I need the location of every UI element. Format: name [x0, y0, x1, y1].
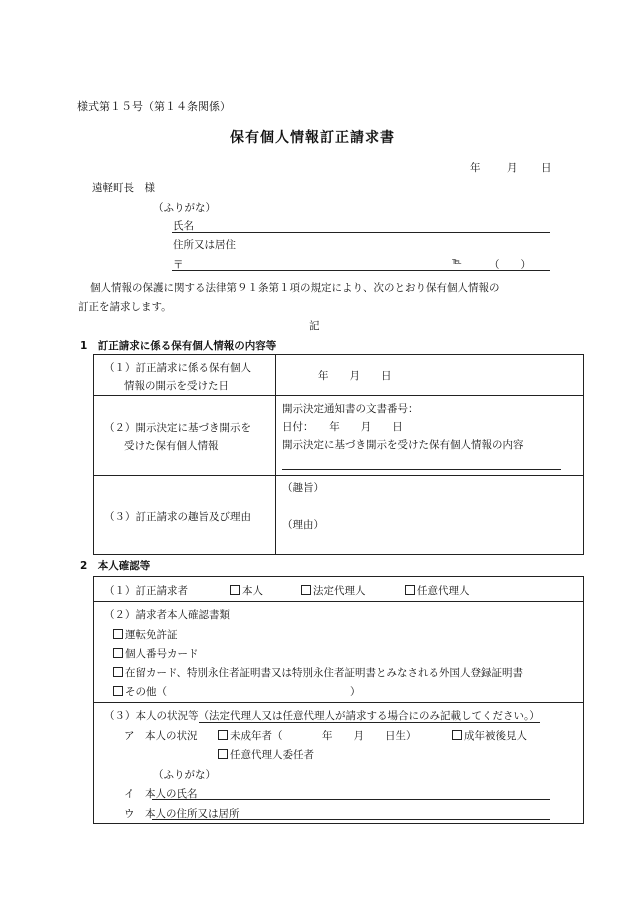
applicant-furigana: （ふりがな） — [153, 202, 216, 214]
tel-paren: （ ） — [489, 259, 531, 271]
s2-person-address-line[interactable] — [152, 819, 550, 820]
s2-doc-residence[interactable] — [113, 665, 523, 680]
s2-doc-mynumber-label: 個人番号カード — [125, 648, 199, 660]
s1-row2-content-line[interactable] — [282, 469, 561, 470]
s2-requester-self[interactable] — [230, 583, 263, 598]
s2-status-ward-label: 成年被後見人 — [464, 730, 527, 742]
checkbox-icon[interactable] — [113, 629, 123, 639]
date-month: 月 — [507, 162, 518, 174]
s2-doc-mynumber[interactable] — [113, 646, 199, 661]
s1-row2-content[interactable]: 開示決定に基づき開示を受けた保有個人情報の内容 — [282, 439, 524, 451]
s2-status-principal-label: 任意代理人委任者 — [230, 749, 314, 761]
s1-row3-riyu[interactable]: （理由） — [282, 519, 324, 531]
postal-mark: 〒 — [173, 259, 184, 271]
checkbox-icon[interactable] — [218, 730, 228, 740]
s2-status-minor-label: 未成年者（ — [230, 730, 283, 742]
s2-doc-other[interactable] — [113, 684, 167, 699]
s2-requester-self-label: 本人 — [242, 585, 263, 597]
section1-row-sep-1 — [93, 395, 583, 396]
checkbox-icon[interactable] — [113, 667, 123, 677]
s2-row1-label: （１）訂正請求者 — [104, 585, 188, 597]
s2-doc-residence-label: 在留カード、特別永住者証明書又は特別永住者証明書とみなされる外国人登録証明書 — [125, 667, 524, 679]
section1-row-sep-2 — [93, 475, 583, 476]
s1-row1-date[interactable]: 年 月 日 — [318, 370, 392, 382]
s2-doc-license[interactable] — [113, 627, 178, 642]
s2-status-label: ア 本人の状況 — [124, 730, 198, 742]
section2-heading: 2 本人確認等 — [80, 560, 151, 572]
s1-row1-label-2: 情報の開示を受けた日 — [124, 380, 229, 392]
s2-person-name-line[interactable] — [152, 799, 550, 800]
s2-row3-label-text: （３）本人の状況等 — [104, 710, 199, 722]
ki-label: 記 — [309, 320, 320, 332]
intro-line-2: 訂正を請求します。 — [78, 301, 172, 313]
tel-label: ℡ — [452, 257, 462, 267]
s2-requester-legal[interactable] — [301, 583, 366, 598]
addressee: 遠軽町長 様 — [92, 182, 155, 194]
checkbox-icon[interactable] — [452, 730, 462, 740]
s2-status-principal[interactable] — [218, 747, 314, 762]
s1-row2-label-1: （２）開示決定に基づき開示を — [104, 422, 251, 434]
s2-requester-legal-label: 法定代理人 — [313, 585, 366, 597]
s2-person-name-label: イ 本人の氏名 — [124, 788, 198, 800]
intro-line-1: 個人情報の保護に関する法律第９１条第１項の規定により、次のとおり保有個人情報の — [90, 282, 500, 294]
checkbox-icon[interactable] — [113, 686, 123, 696]
section2-row-sep-2 — [93, 702, 583, 703]
section1-heading: 1 訂正請求に係る保有個人情報の内容等 — [80, 340, 277, 352]
form-number: 様式第１５号（第１４条関係） — [77, 100, 231, 113]
page-title: 保有個人情報訂正請求書 — [230, 130, 395, 146]
section1-divider — [275, 354, 276, 554]
s2-row3-label — [104, 708, 540, 723]
s2-row2-label: （２）請求者本人確認書類 — [104, 609, 230, 621]
checkbox-icon[interactable] — [218, 749, 228, 759]
s2-row3-note: （法定代理人又は任意代理人が請求する場合にのみ記載してください。） — [198, 710, 540, 722]
s2-status-ward[interactable] — [452, 728, 527, 743]
s2-doc-other-close: ） — [350, 686, 361, 698]
s1-row2-label-2: 受けた保有個人情報 — [124, 440, 219, 452]
s1-row2-doc-number[interactable]: 開示決定通知書の文書番号： — [282, 403, 419, 415]
date-year: 年 — [470, 162, 481, 174]
date-day: 日 — [541, 162, 552, 174]
checkbox-icon[interactable] — [301, 585, 311, 595]
applicant-name-label: 氏名 — [173, 220, 194, 232]
section2-row-sep-1 — [93, 601, 583, 602]
applicant-name-line[interactable] — [172, 232, 550, 233]
s2-doc-other-label: その他（ — [125, 686, 167, 698]
s1-row3-shushi[interactable]: （趣旨） — [282, 482, 324, 494]
s2-status-minor[interactable] — [218, 728, 283, 743]
checkbox-icon[interactable] — [230, 585, 240, 595]
applicant-address-line[interactable] — [172, 270, 550, 271]
s2-status-minor-birth[interactable]: 年 月 日生） — [322, 730, 417, 742]
applicant-address-label: 住所又は居住 — [173, 239, 236, 251]
checkbox-icon[interactable] — [405, 585, 415, 595]
s2-person-address-label: ウ 本人の住所又は居所 — [124, 808, 240, 820]
s1-row2-date[interactable]: 日付： 年 月 日 — [282, 421, 403, 433]
s2-doc-license-label: 運転免許証 — [125, 629, 178, 641]
s2-requester-voluntary[interactable] — [405, 583, 470, 598]
checkbox-icon[interactable] — [113, 648, 123, 658]
s1-row1-label-1: （１）訂正請求に係る保有個人 — [104, 362, 251, 374]
s2-furigana: （ふりがな） — [153, 769, 216, 781]
s2-requester-voluntary-label: 任意代理人 — [417, 585, 470, 597]
s1-row3-label: （３）訂正請求の趣旨及び理由 — [104, 511, 251, 523]
